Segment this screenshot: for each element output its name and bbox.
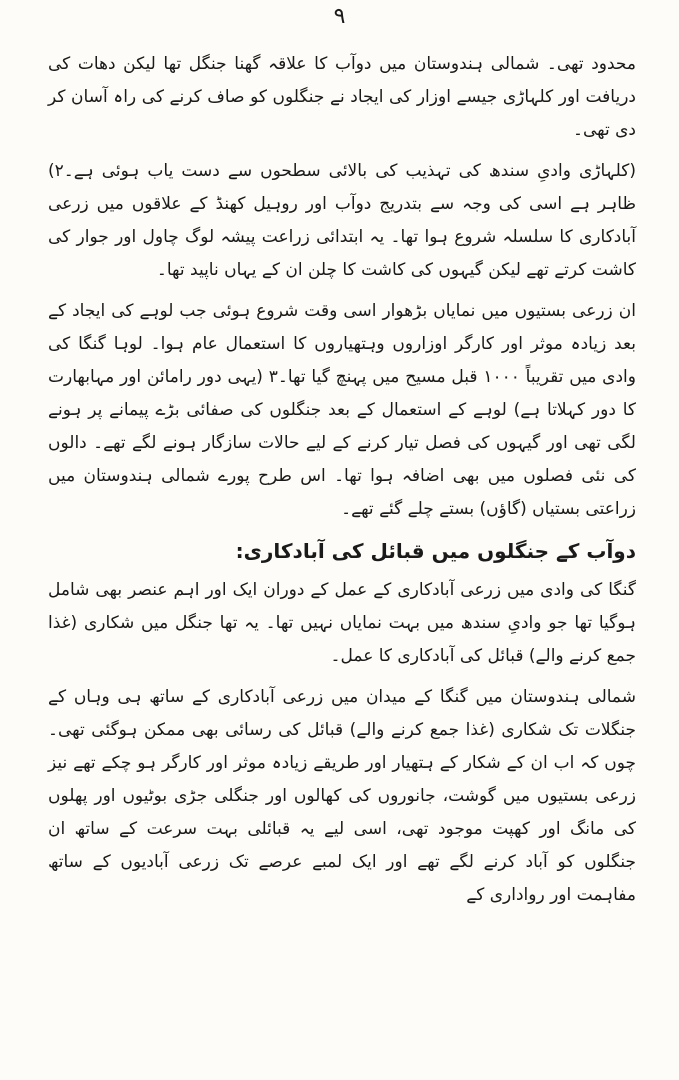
section-heading: دوآب کے جنگلوں میں قبائل کی آبادکاری: [235, 539, 636, 563]
paragraph-4: گنگا کی وادی میں زرعی آبادکاری کے عمل کے دوران ایک اور اہم عنصر بھی شامل ہوگیا تھا جو وادیِ سندھ میں بہت نمایاں نہیں تھا۔ یہ تھا جنگل میں شکاری (غذا جمع کرنے والے) قبائل کی آبادکاری کا عمل۔ [48, 580, 636, 666]
paragraph-5: شمالی ہندوستان میں گنگا کے میدان میں زرعی آبادکاری کے ساتھ ہی وہاں کے جنگلات تک شکاری (غذا جمع کرنے والے) قبائل کی رسائی بھی ممکن ہوگئی تھی۔ چوں کہ اب ان کے شکار کے ہتھیار اور طریقے زیادہ موثر اور کارگر ہو چکے تھے نیز زرعی بستیوں میں گوشت، جانوروں کی کھالوں اور جنگلی جڑی بوٹیوں اور پھلوں کی مانگ اور کھپت موجود تھی، اسی لیے یہ قبائلی بہت سرعت کے ساتھ ان جنگلوں کو آباد کرنے لگے تھے اور ایک لمبے عرصے تک زرعی آبادیوں کے ساتھ مفاہمت اور رواداری کے [48, 687, 636, 905]
page-body [48, 48, 636, 920]
paragraph-1: محدود تھی۔ شمالی ہندوستان میں دوآب کا علاقہ گھنا جنگل تھا لیکن دھات کی دریافت اور کلہاڑی جیسے اوزار کی ایجاد نے جنگلوں کو صاف کرنے کی راہ آسان کر دی تھی۔ [48, 54, 636, 140]
paragraph-3: ان زرعی بستیوں میں نمایاں بڑھوار اسی وقت شروع ہوئی جب لوہے کی ایجاد کے بعد زیادہ موثر اور کارگر اوزاروں وہتھیاروں کا استعمال عام ہوا۔ لوہا گنگا کی وادی میں تقریباً ۱۰۰۰ قبل مسیح میں پہنچ گیا تھا۔۳ (یہی دور رامائن اور مہابھارت کا دور کہلاتا ہے) لوہے کے استعمال کے بعد جنگلوں کی صفائی بڑے پیمانے پر ہونے لگی تھی اور گیہوں کی فصل تیار کرنے کے لیے حالات سازگار ہونے لگے تھے۔ دالوں کی نئی فصلوں میں بھی اضافہ ہوا تھا۔ اس طرح پورے شمالی ہندوستان میں زراعتی بستیاں (گاؤں) بستے چلے گئے تھے۔ [48, 301, 636, 519]
paragraph-2: (کلہاڑی وادیِ سندھ کی تہذیب کی بالائی سطحوں سے دست یاب ہوئی ہے۔۲) ظاہر ہے اسی کی وجہ سے بتدریج دوآب اور روہیل کھنڈ کے علاقوں میں زرعی آبادکاری کا سلسلہ شروع ہوا تھا۔ یہ ابتدائی زراعت پیشہ لوگ چاول اور جوار کی کاشت کرتے تھے لیکن گیہوں کی کاشت کا چلن ان کے یہاں ناپید تھا۔ [48, 161, 636, 280]
page-number: ۹ [333, 4, 346, 29]
